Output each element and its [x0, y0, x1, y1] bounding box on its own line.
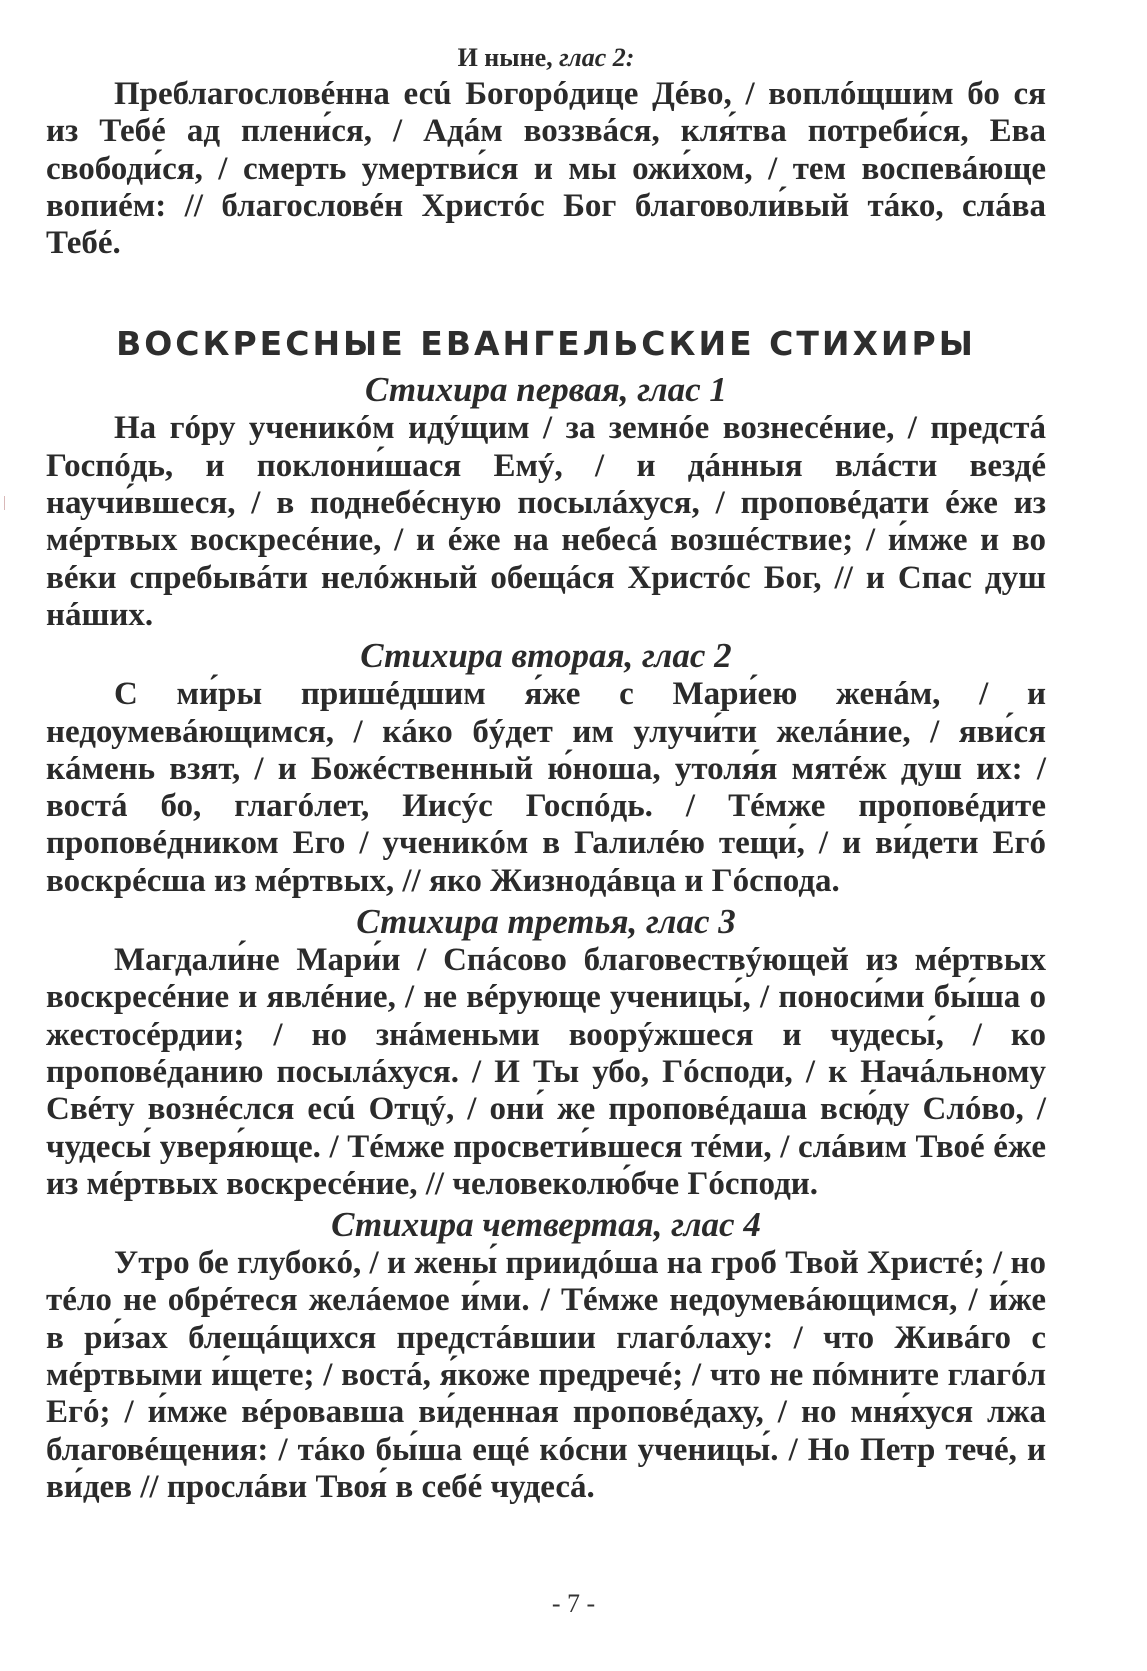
stichera-2-text: С ми́ры пришéдшим я́же с Мари́ею женáм, / и недоумевáющимся, / кáко бýдет им улучи́ти желáние, / яви́ся кáмень взят, / и Божéственный ю́ноша, утоля́я мятéж душ их: / востá бо, глагóлет, Иисýс Госпóдь. / Тéмже проповéдите проповéдником Его / ученикóм в Галилéю тещи́, / и ви́дети Егó воскрéсша из мéртвых, // яко Жизнодáвца и Гóспода. [46, 676, 1046, 899]
intro-heading-prefix: И ныне, [457, 43, 553, 72]
section-title: ВОСКРЕСНЫЕ ЕВАНГЕЛЬСКИЕ СТИХИРЫ [116, 324, 976, 364]
intro-paragraph: Преблагословéнна есú Богорóдице Дéво, / воплóщшим бо ся из Тебé ад плени́ся, / Адáм воззвáся, кля́тва потреби́ся, Ева свободи́ся, / смерть умертви́ся и мы ожи́хом, / тем воспевáюще вопиéм: // благословéн Христóс Бог благоволи́вый тáко, слáва Тебé. [46, 76, 1046, 262]
stichera-1-heading: Стихира первая, глас 1 [365, 370, 727, 410]
stichera-4-text: Утро бе глубокó, / и жены́ приидóша на гроб Твой Христé; / но тéло не обрéтеся желáемое и́ми. / Тéмже недоумевáющимся, / и́же в ри́зах блещáщихся предстáвшии глагóлаху: / что Живáго с мéртвыми и́щете; / востá, я́коже предречé; / что не пóмните глагóл Егó; / и́мже вéровавша ви́денная проповéдаху, / но мня́хуся лжа благовéщения: / тáко бы́ша ещé кóсни ученицы́. / Но Петр течé, и ви́дев // прослáви Твоя́ в себé чудесá. [46, 1245, 1046, 1505]
intro-heading [46, 42, 1046, 74]
page [46, 42, 1046, 1632]
page-number: - 7 - [551, 1589, 596, 1618]
intro-heading-tone: глас 2: [559, 43, 635, 72]
stichera-1-text: На гóру ученикóм идýщим / за земнóе вознесéние, / предстá Госпóдь, и поклони́шася Емý, / и дáнныя влáсти вездé научи́вшеся, / в поднебéсную посылáхуся, / проповéдати éже из мéртвых воскресéние, / и éже на небесá возшéствие; / и́мже и во вéки спребывáти нелóжный обещáся Христóс Бог, // и Спас душ нáших. [46, 410, 1046, 633]
stichera-4-heading: Стихира четвертая, глас 4 [331, 1205, 761, 1245]
stichera-3-heading: Стихира третья, глас 3 [356, 902, 736, 942]
stichera-2-heading: Стихира вторая, глас 2 [360, 636, 732, 676]
scan-mark [4, 496, 13, 510]
stichera-3-text: Магдали́не Мари́и / Спáсово благовествýющей из мéртвых воскресéние и явлéние, / не вéрующе ученицы́, / поноси́ми бы́ша о жестосéрдии; / но знáменьми воорýжшеся и чудесы́, / ко проповéданию посылáхуся. / И Ты убо, Гóсподи, / к Начáльному Свéту вознéслся есú Отцý, / они́ же проповéдаша всю́ду Слóво, / чудесы́ уверя́юще. / Тéмже просвети́вшеся тéми, / слáвим Твоé éже из мéртвых воскресéние, // человеколю́бче Гóсподи. [46, 942, 1046, 1202]
